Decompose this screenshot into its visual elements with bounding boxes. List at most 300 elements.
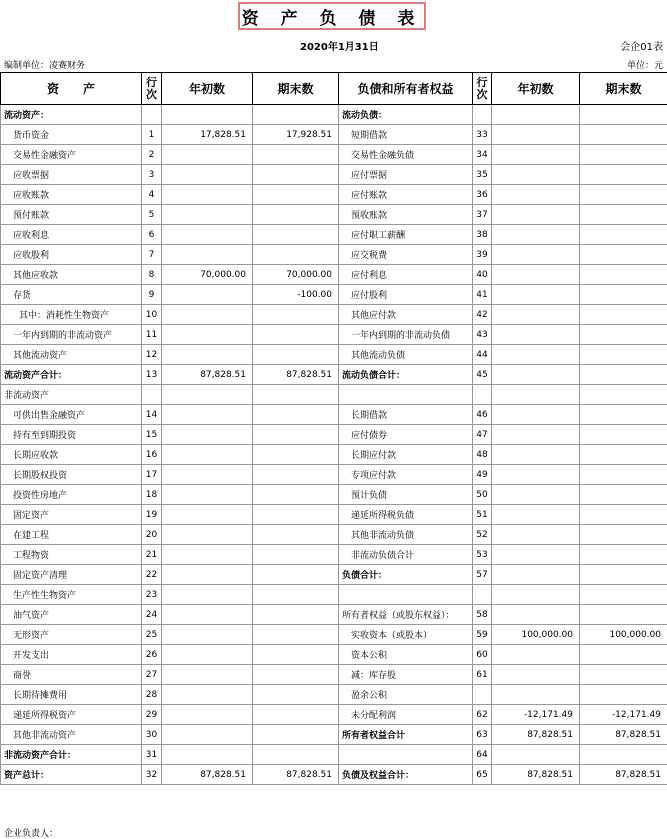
liability-end	[580, 545, 667, 565]
liability-name: 递延所得税负债	[339, 505, 473, 525]
asset-seq: 25	[142, 625, 162, 645]
liability-seq: 34	[473, 145, 492, 165]
liability-seq: 51	[473, 505, 492, 525]
asset-seq: 1	[142, 125, 162, 145]
liability-begin: 87,828.51	[492, 765, 580, 785]
liability-name: 所有者权益（或股东权益）：	[339, 605, 473, 625]
asset-name: 固定资产清理	[1, 565, 142, 585]
liability-name	[339, 385, 473, 405]
header-end: 期末数	[253, 73, 339, 105]
asset-end	[253, 445, 339, 465]
asset-begin	[162, 225, 253, 245]
liability-seq: 36	[473, 185, 492, 205]
table-row	[1, 225, 667, 245]
table-row	[1, 405, 667, 425]
liability-begin	[492, 245, 580, 265]
header-end-2: 期末数	[580, 73, 667, 105]
asset-seq: 8	[142, 265, 162, 285]
liability-name: 所有者权益合计	[339, 725, 473, 745]
liability-end	[580, 665, 667, 685]
liability-seq: 53	[473, 545, 492, 565]
liability-end	[580, 465, 667, 485]
liability-name: 预计负债	[339, 485, 473, 505]
asset-name: 应收利息	[1, 225, 142, 245]
asset-seq: 27	[142, 665, 162, 685]
asset-end	[253, 345, 339, 365]
liability-begin	[492, 745, 580, 765]
asset-end	[253, 185, 339, 205]
liability-seq: 37	[473, 205, 492, 225]
liability-begin	[492, 465, 580, 485]
liability-name: 应付债券	[339, 425, 473, 445]
liability-seq: 57	[473, 565, 492, 585]
asset-seq: 10	[142, 305, 162, 325]
header-row	[1, 73, 667, 105]
table-row	[1, 685, 667, 705]
asset-begin	[162, 665, 253, 685]
liability-name: 资本公积	[339, 645, 473, 665]
asset-seq: 23	[142, 585, 162, 605]
asset-name: 长期应收款	[1, 445, 142, 465]
liability-seq: 42	[473, 305, 492, 325]
asset-seq: 30	[142, 725, 162, 745]
liability-begin	[492, 225, 580, 245]
table-row	[1, 525, 667, 545]
liability-end	[580, 565, 667, 585]
liability-end	[580, 105, 667, 125]
liability-seq	[473, 685, 492, 705]
liability-begin	[492, 185, 580, 205]
asset-name: 投资性房地产	[1, 485, 142, 505]
table-row	[1, 505, 667, 525]
asset-name: 工程物资	[1, 545, 142, 565]
asset-name: 其他非流动资产	[1, 725, 142, 745]
table-row	[1, 385, 667, 405]
liability-name: 一年内到期的非流动负债	[339, 325, 473, 345]
asset-end	[253, 485, 339, 505]
asset-name: 长期待摊费用	[1, 685, 142, 705]
asset-name: 无形资产	[1, 625, 142, 645]
asset-seq: 16	[142, 445, 162, 465]
asset-name: 一年内到期的非流动资产	[1, 325, 142, 345]
liability-seq: 49	[473, 465, 492, 485]
asset-seq: 13	[142, 365, 162, 385]
asset-begin: 87,828.51	[162, 765, 253, 785]
table-row	[1, 665, 667, 685]
asset-end	[253, 465, 339, 485]
asset-name: 生产性生物资产	[1, 585, 142, 605]
asset-begin	[162, 425, 253, 445]
liability-seq: 38	[473, 225, 492, 245]
asset-seq: 15	[142, 425, 162, 445]
asset-end	[253, 505, 339, 525]
report-title-box	[238, 2, 426, 30]
table-row	[1, 705, 667, 725]
liability-begin	[492, 525, 580, 545]
asset-seq: 19	[142, 505, 162, 525]
asset-seq: 4	[142, 185, 162, 205]
liability-seq: 50	[473, 485, 492, 505]
asset-begin: 70,000.00	[162, 265, 253, 285]
asset-seq: 26	[142, 645, 162, 665]
asset-seq	[142, 105, 162, 125]
liability-seq	[473, 385, 492, 405]
asset-seq: 20	[142, 525, 162, 545]
asset-seq: 2	[142, 145, 162, 165]
table-row	[1, 465, 667, 485]
liability-name: 应付票据	[339, 165, 473, 185]
liability-seq	[473, 585, 492, 605]
asset-begin	[162, 705, 253, 725]
asset-seq: 5	[142, 205, 162, 225]
liability-name: 预收账款	[339, 205, 473, 225]
liability-name: 流动负债：	[339, 105, 473, 125]
liability-end	[580, 245, 667, 265]
liability-end	[580, 325, 667, 345]
liability-name: 负债合计：	[339, 565, 473, 585]
table-row	[1, 245, 667, 265]
asset-end: 87,828.51	[253, 765, 339, 785]
liability-name: 长期应付款	[339, 445, 473, 465]
liability-begin	[492, 265, 580, 285]
asset-end	[253, 405, 339, 425]
liability-end: -12,171.49	[580, 705, 667, 725]
table-row	[1, 485, 667, 505]
report-date: 2020年1月31日	[300, 38, 379, 53]
liability-seq: 63	[473, 725, 492, 745]
liability-name: 流动负债合计：	[339, 365, 473, 385]
liability-end: 87,828.51	[580, 725, 667, 745]
table-row	[1, 305, 667, 325]
asset-begin	[162, 105, 253, 125]
asset-end: 87,828.51	[253, 365, 339, 385]
header-seq: 行次	[142, 73, 162, 105]
liability-begin	[492, 345, 580, 365]
table-row	[1, 645, 667, 665]
table-row	[1, 725, 667, 745]
liability-name: 专项应付款	[339, 465, 473, 485]
header-asset: 资 产	[1, 73, 142, 105]
table-row	[1, 125, 667, 145]
asset-begin	[162, 385, 253, 405]
balance-sheet-table	[0, 72, 667, 785]
asset-name: 流动资产：	[1, 105, 142, 125]
asset-seq: 18	[142, 485, 162, 505]
liability-end	[580, 225, 667, 245]
liability-end	[580, 365, 667, 385]
liability-seq: 35	[473, 165, 492, 185]
liability-begin	[492, 165, 580, 185]
asset-name: 预付账款	[1, 205, 142, 225]
asset-name: 应收股利	[1, 245, 142, 265]
asset-seq: 28	[142, 685, 162, 705]
asset-name: 应收票据	[1, 165, 142, 185]
asset-end	[253, 665, 339, 685]
liability-begin	[492, 285, 580, 305]
liability-end	[580, 645, 667, 665]
asset-name: 存货	[1, 285, 142, 305]
table-row	[1, 565, 667, 585]
asset-seq: 14	[142, 405, 162, 425]
liability-begin: -12,171.49	[492, 705, 580, 725]
liability-begin	[492, 145, 580, 165]
asset-end	[253, 565, 339, 585]
asset-seq: 31	[142, 745, 162, 765]
asset-begin	[162, 525, 253, 545]
asset-seq: 7	[142, 245, 162, 265]
liability-seq: 48	[473, 445, 492, 465]
asset-name: 长期股权投资	[1, 465, 142, 485]
asset-begin	[162, 545, 253, 565]
table-row	[1, 325, 667, 345]
table-row	[1, 425, 667, 445]
asset-end	[253, 305, 339, 325]
asset-seq: 21	[142, 545, 162, 565]
liability-name: 未分配利润	[339, 705, 473, 725]
table-row	[1, 185, 667, 205]
liability-name: 应交税费	[339, 245, 473, 265]
liability-end	[580, 305, 667, 325]
liability-end	[580, 425, 667, 445]
asset-seq: 24	[142, 605, 162, 625]
liability-name: 其他流动负债	[339, 345, 473, 365]
header-begin: 年初数	[162, 73, 253, 105]
asset-end	[253, 165, 339, 185]
asset-begin	[162, 205, 253, 225]
asset-begin	[162, 605, 253, 625]
asset-begin	[162, 685, 253, 705]
liability-end: 100,000.00	[580, 625, 667, 645]
table-row	[1, 445, 667, 465]
asset-name: 交易性金融资产	[1, 145, 142, 165]
liability-name: 应付账款	[339, 185, 473, 205]
liability-name: 短期借款	[339, 125, 473, 145]
asset-begin	[162, 645, 253, 665]
asset-begin	[162, 725, 253, 745]
liability-seq: 40	[473, 265, 492, 285]
company-name: 编制单位：凌赛财务	[4, 58, 85, 71]
asset-name: 应收账款	[1, 185, 142, 205]
asset-end: 70,000.00	[253, 265, 339, 285]
asset-name: 流动资产合计：	[1, 365, 142, 385]
liability-end	[580, 405, 667, 425]
liability-seq: 43	[473, 325, 492, 345]
liability-seq: 47	[473, 425, 492, 445]
liability-seq: 60	[473, 645, 492, 665]
asset-end	[253, 205, 339, 225]
liability-seq: 46	[473, 405, 492, 425]
liability-seq: 45	[473, 365, 492, 385]
asset-begin	[162, 305, 253, 325]
liability-name	[339, 585, 473, 605]
asset-end	[253, 605, 339, 625]
asset-name: 可供出售金融资产	[1, 405, 142, 425]
asset-end	[253, 745, 339, 765]
table-row	[1, 585, 667, 605]
liability-end	[580, 525, 667, 545]
asset-seq: 32	[142, 765, 162, 785]
liability-name: 减：库存股	[339, 665, 473, 685]
asset-end	[253, 145, 339, 165]
asset-begin	[162, 485, 253, 505]
liability-end	[580, 385, 667, 405]
table-row	[1, 285, 667, 305]
table-row	[1, 145, 667, 165]
liability-name: 其他非流动负债	[339, 525, 473, 545]
liability-name: 长期借款	[339, 405, 473, 425]
liability-end	[580, 485, 667, 505]
table-row	[1, 165, 667, 185]
asset-name: 固定资产	[1, 505, 142, 525]
asset-seq: 29	[142, 705, 162, 725]
liability-seq: 61	[473, 665, 492, 685]
liability-begin	[492, 485, 580, 505]
asset-begin	[162, 565, 253, 585]
table-row	[1, 365, 667, 385]
liability-begin	[492, 205, 580, 225]
asset-end	[253, 705, 339, 725]
footer-signature: 企业负责人：	[4, 826, 58, 839]
liability-name: 其他应付款	[339, 305, 473, 325]
asset-end	[253, 225, 339, 245]
liability-seq	[473, 105, 492, 125]
liability-begin	[492, 405, 580, 425]
asset-name: 开发支出	[1, 645, 142, 665]
currency-unit: 单位：元	[627, 58, 663, 71]
asset-end	[253, 725, 339, 745]
asset-end	[253, 245, 339, 265]
liability-begin	[492, 385, 580, 405]
asset-end	[253, 625, 339, 645]
asset-begin	[162, 165, 253, 185]
header-seq-2: 行次	[473, 73, 492, 105]
liability-name: 应付职工薪酬	[339, 225, 473, 245]
table-row	[1, 265, 667, 285]
asset-seq: 12	[142, 345, 162, 365]
liability-begin	[492, 425, 580, 445]
asset-begin	[162, 285, 253, 305]
table-row	[1, 765, 667, 785]
asset-end	[253, 105, 339, 125]
asset-end	[253, 425, 339, 445]
report-title: 资 产 负 债 表	[242, 4, 423, 29]
liability-end	[580, 205, 667, 225]
liability-begin	[492, 305, 580, 325]
liability-begin	[492, 125, 580, 145]
liability-begin	[492, 365, 580, 385]
liability-seq: 33	[473, 125, 492, 145]
liability-name	[339, 745, 473, 765]
liability-seq: 64	[473, 745, 492, 765]
liability-begin: 87,828.51	[492, 725, 580, 745]
asset-end: -100.00	[253, 285, 339, 305]
asset-begin	[162, 145, 253, 165]
asset-seq: 6	[142, 225, 162, 245]
liability-end	[580, 125, 667, 145]
liability-begin	[492, 325, 580, 345]
asset-end: 17,928.51	[253, 125, 339, 145]
asset-name: 油气资产	[1, 605, 142, 625]
liability-name: 应付股利	[339, 285, 473, 305]
asset-end	[253, 645, 339, 665]
liability-seq: 62	[473, 705, 492, 725]
table-row	[1, 605, 667, 625]
liability-end	[580, 505, 667, 525]
asset-begin	[162, 345, 253, 365]
liability-end	[580, 745, 667, 765]
asset-name: 商誉	[1, 665, 142, 685]
asset-begin: 17,828.51	[162, 125, 253, 145]
table-row	[1, 105, 667, 125]
asset-name: 其他应收款	[1, 265, 142, 285]
asset-begin	[162, 185, 253, 205]
liability-seq: 44	[473, 345, 492, 365]
asset-end	[253, 525, 339, 545]
liability-end: 87,828.51	[580, 765, 667, 785]
asset-begin	[162, 465, 253, 485]
asset-end	[253, 685, 339, 705]
liability-end	[580, 605, 667, 625]
asset-name: 递延所得税资产	[1, 705, 142, 725]
liability-name: 交易性金融负债	[339, 145, 473, 165]
liability-end	[580, 265, 667, 285]
liability-begin	[492, 685, 580, 705]
asset-begin	[162, 405, 253, 425]
liability-name: 应付利息	[339, 265, 473, 285]
asset-name: 在建工程	[1, 525, 142, 545]
liability-end	[580, 585, 667, 605]
table-row	[1, 545, 667, 565]
liability-begin	[492, 545, 580, 565]
header-begin-2: 年初数	[492, 73, 580, 105]
liability-seq: 65	[473, 765, 492, 785]
asset-seq: 3	[142, 165, 162, 185]
liability-begin	[492, 105, 580, 125]
asset-begin	[162, 245, 253, 265]
liability-end	[580, 345, 667, 365]
liability-begin	[492, 645, 580, 665]
asset-seq	[142, 385, 162, 405]
liability-begin	[492, 445, 580, 465]
liability-name: 盈余公积	[339, 685, 473, 705]
asset-begin	[162, 325, 253, 345]
liability-begin	[492, 605, 580, 625]
asset-seq: 11	[142, 325, 162, 345]
liability-name: 实收资本（或股本）	[339, 625, 473, 645]
liability-begin	[492, 505, 580, 525]
table-row	[1, 345, 667, 365]
liability-name: 非流动负债合计	[339, 545, 473, 565]
liability-begin	[492, 565, 580, 585]
liability-seq: 39	[473, 245, 492, 265]
asset-name: 持有至到期投资	[1, 425, 142, 445]
asset-begin	[162, 445, 253, 465]
form-number: 会企01表	[620, 38, 663, 53]
asset-end	[253, 325, 339, 345]
liability-begin	[492, 585, 580, 605]
liability-begin: 100,000.00	[492, 625, 580, 645]
asset-begin	[162, 585, 253, 605]
asset-seq: 9	[142, 285, 162, 305]
table-row	[1, 625, 667, 645]
asset-name: 其他流动资产	[1, 345, 142, 365]
liability-end	[580, 185, 667, 205]
liability-seq: 41	[473, 285, 492, 305]
asset-begin	[162, 505, 253, 525]
liability-seq: 58	[473, 605, 492, 625]
liability-seq: 52	[473, 525, 492, 545]
asset-seq: 22	[142, 565, 162, 585]
